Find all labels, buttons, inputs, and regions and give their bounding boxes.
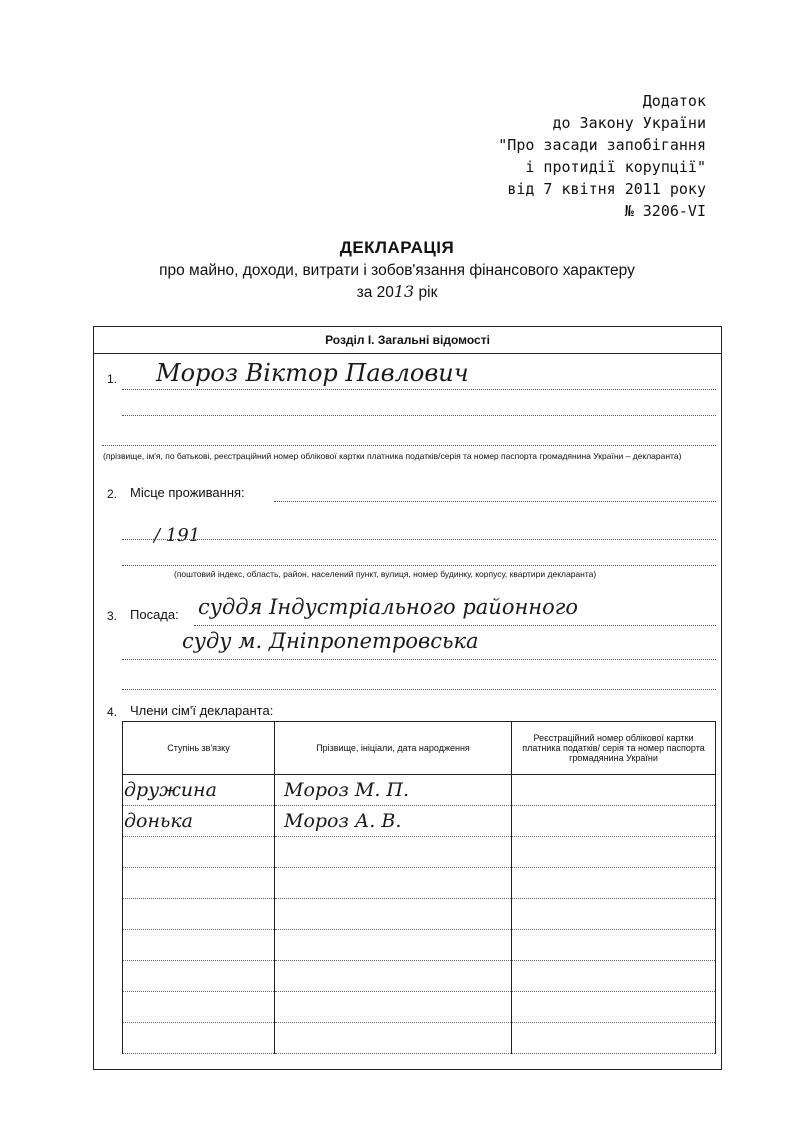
dotted-line xyxy=(194,625,716,626)
id-cell[interactable] xyxy=(512,868,716,899)
item1-caption: (прізвище, ім'я, по батькові, реєстраційний номер облікової картки платника податків/серія та номер паспорта громадянина України – декларанта) xyxy=(103,451,682,461)
relation-cell[interactable] xyxy=(123,1023,275,1054)
relation-cell[interactable] xyxy=(123,899,275,930)
name-cell[interactable] xyxy=(275,837,512,868)
dotted-line xyxy=(122,415,716,416)
table-row xyxy=(123,992,716,1023)
item3-number: 3. xyxy=(107,609,118,623)
relation-value: дружина xyxy=(124,779,217,801)
relation-cell[interactable] xyxy=(123,775,275,806)
dotted-line xyxy=(122,389,716,390)
name-cell[interactable] xyxy=(275,868,512,899)
relation-cell[interactable] xyxy=(123,930,275,961)
relation-cell[interactable] xyxy=(123,961,275,992)
table-row xyxy=(123,868,716,899)
table-row xyxy=(123,930,716,961)
relation-cell[interactable] xyxy=(123,806,275,837)
dotted-line xyxy=(122,565,716,566)
name-cell[interactable] xyxy=(275,899,512,930)
item2-label: Місце проживання: xyxy=(130,485,245,500)
dotted-line xyxy=(274,501,716,502)
declaration-year xyxy=(0,282,794,302)
id-cell[interactable] xyxy=(512,806,716,837)
table-row xyxy=(123,806,716,837)
relation-cell[interactable] xyxy=(123,837,275,868)
id-cell[interactable] xyxy=(512,837,716,868)
section1-header: Розділ І. Загальні відомості xyxy=(94,327,721,354)
table-row xyxy=(123,837,716,868)
relation-value: донька xyxy=(124,810,194,832)
item3-handwritten-line2[interactable]: суду м. Дніпропетровська xyxy=(182,629,479,653)
name-cell[interactable] xyxy=(275,775,512,806)
relation-cell[interactable] xyxy=(123,868,275,899)
table-header-row xyxy=(123,722,716,775)
item1-handwritten-name[interactable]: Мороз Віктор Павлович xyxy=(156,359,469,387)
item2-handwritten-address[interactable]: / 191 xyxy=(154,525,201,546)
column-header-name: Прізвище, ініціали, дата народження xyxy=(275,722,512,775)
appendix-line: Додаток xyxy=(642,92,706,110)
id-cell[interactable] xyxy=(512,1023,716,1054)
table-row xyxy=(123,775,716,806)
appendix-line: від 7 квітня 2011 року xyxy=(507,180,706,198)
name-value: Мороз М. П. xyxy=(284,779,410,801)
id-cell[interactable] xyxy=(512,775,716,806)
name-cell[interactable] xyxy=(275,992,512,1023)
year-prefix: за 20 xyxy=(356,284,394,301)
id-cell[interactable] xyxy=(512,992,716,1023)
id-cell[interactable] xyxy=(512,930,716,961)
family-members-table xyxy=(122,721,716,1054)
name-cell[interactable] xyxy=(275,806,512,837)
appendix-line: № 3206-VI xyxy=(624,202,706,220)
item2-number: 2. xyxy=(107,487,118,501)
table-row xyxy=(123,899,716,930)
table-row xyxy=(123,961,716,992)
item1-number: 1. xyxy=(107,372,118,386)
name-cell[interactable] xyxy=(275,1023,512,1054)
dotted-line xyxy=(122,689,716,690)
column-header-id: Реєстраційний номер облікової картки платника податків/ серія та номер паспорта громадянина України xyxy=(512,722,716,775)
section1-frame xyxy=(93,326,722,1070)
id-cell[interactable] xyxy=(512,899,716,930)
appendix-block xyxy=(498,90,706,222)
id-cell[interactable] xyxy=(512,961,716,992)
dotted-line xyxy=(122,659,716,660)
dotted-line xyxy=(122,539,716,540)
appendix-line: до Закону України xyxy=(552,114,706,132)
year-handwritten: 13 xyxy=(393,282,415,301)
item3-label: Посада: xyxy=(130,607,179,622)
item2-caption: (поштовий індекс, область, район, населений пункт, вулиця, номер будинку, корпусу, квартири декларанта) xyxy=(174,569,597,579)
appendix-line: "Про засади запобігання xyxy=(498,136,706,154)
item4-number: 4. xyxy=(107,705,118,719)
column-header-relation: Ступінь зв'язку xyxy=(123,722,275,775)
item4-label: Члени сім'ї декларанта: xyxy=(130,703,274,718)
year-suffix: рік xyxy=(418,284,438,301)
item3-handwritten-line1[interactable]: суддя Індустріального районного xyxy=(198,595,579,619)
appendix-line: і протидії корупції" xyxy=(525,158,706,176)
dotted-line xyxy=(102,445,716,446)
table-row xyxy=(123,1023,716,1054)
name-value: Мороз А. В. xyxy=(284,810,402,832)
name-cell[interactable] xyxy=(275,961,512,992)
relation-cell[interactable] xyxy=(123,992,275,1023)
name-cell[interactable] xyxy=(275,930,512,961)
document-title: ДЕКЛАРАЦІЯ xyxy=(339,238,455,257)
document-subtitle: про майно, доходи, витрати і зобов'язання фінансового характеру xyxy=(159,262,635,279)
